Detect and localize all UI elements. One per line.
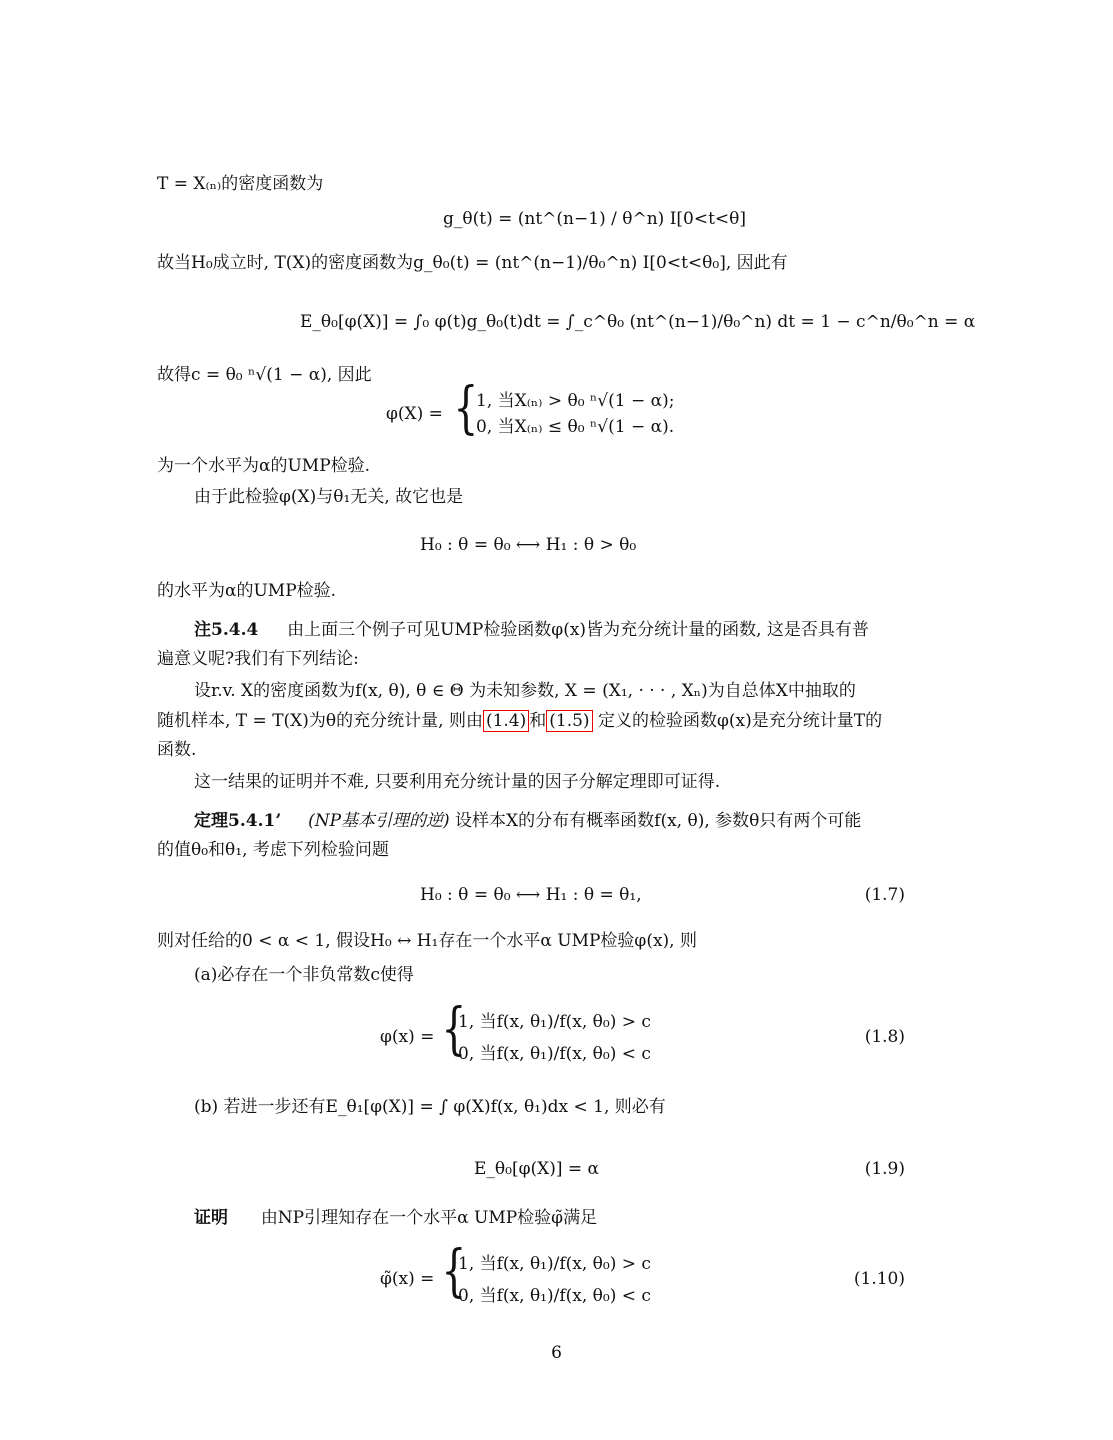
proof-paragraph — [194, 1206, 944, 1230]
equation-number: (1.10) — [853, 1269, 905, 1289]
text-line-density: T = X₍ₙ₎的密度函数为 — [157, 174, 324, 194]
case-2: 0, 当f(x, θ₁)/f(x, θ₀) < c — [458, 1286, 651, 1306]
text-line-h0: 故当H₀成立时, T(X)的密度函数为g_θ₀(t) = (nt^(n−1)/θ₀^n) I[0<t<θ₀], 因此有 — [157, 253, 788, 273]
equation-number: (1.9) — [864, 1159, 905, 1179]
note-paragraph — [194, 618, 944, 642]
reference-link-1-4[interactable]: (1.4) — [483, 710, 529, 732]
equation-np-ump — [380, 1239, 700, 1308]
paragraph-line-2 — [157, 709, 907, 733]
text-line-c: 故得c = θ₀ ⁿ√(1 − α), 因此 — [157, 365, 372, 385]
theorem-label: 定理5.4.1’ — [194, 811, 282, 831]
text-line-part-a: (a)必存在一个非负常数c使得 — [194, 965, 414, 985]
case-1: 1, 当X₍ₙ₎ > θ₀ ⁿ√(1 − α); — [476, 391, 675, 411]
left-brace: { — [441, 1239, 467, 1304]
equation-lhs: φ(X) = — [386, 404, 443, 424]
equation-test-function — [386, 376, 686, 441]
case-1: 1, 当f(x, θ₁)/f(x, θ₀) > c — [458, 1254, 651, 1274]
equation-hypothesis: H₀ : θ = θ₀ ⟷ H₁ : θ > θ₀ — [420, 535, 637, 555]
proof-label: 证明 — [194, 1208, 228, 1228]
equation-density: g_θ(t) = (nt^(n−1) / θ^n) I[0<t<θ] — [443, 209, 747, 229]
equation-lhs: φ(x) = — [380, 1027, 435, 1047]
note-continuation: 遍意义呢?我们有下列结论: — [157, 649, 359, 669]
equation-np-test — [380, 997, 700, 1066]
reference-link-1-5[interactable]: (1.5) — [546, 710, 592, 732]
text-line-level: 的水平为α的UMP检验. — [157, 581, 337, 601]
paragraph-proof-hint: 这一结果的证明并不难, 只要利用充分统计量的因子分解定理即可证得. — [194, 772, 721, 792]
equation-number: (1.8) — [864, 1027, 905, 1047]
case-2: 0, 当X₍ₙ₎ ≤ θ₀ ⁿ√(1 − α). — [476, 417, 675, 437]
theorem-continuation: 的值θ₀和θ₁, 考虑下列检验问题 — [157, 840, 389, 860]
case-1: 1, 当f(x, θ₁)/f(x, θ₀) > c — [458, 1012, 651, 1032]
equation-lhs: φ̃(x) = — [380, 1269, 435, 1289]
note-text: 由上面三个例子可见UMP检验函数φ(x)皆为充分统计量的函数, 这是否具有普 — [287, 620, 869, 640]
note-label: 注5.4.4 — [194, 620, 259, 640]
proof-text: 由NP引理知存在一个水平α UMP检验φ̃满足 — [260, 1208, 598, 1228]
equation-simple-hypothesis: H₀ : θ = θ₀ ⟷ H₁ : θ = θ₁, — [420, 885, 642, 905]
paragraph-text: 随机样本, T = T(X)为θ的充分统计量, 则由 — [157, 711, 483, 731]
case-2: 0, 当f(x, θ₁)/f(x, θ₀) < c — [458, 1044, 651, 1064]
paragraph-line-1: 设r.v. X的密度函数为f(x, θ), θ ∈ Θ 为未知参数, X = (X₁, · · · , Xₙ)为自总体X中抽取的 — [194, 681, 856, 701]
equation-expectation: E_θ₀[φ(X)] = ∫₀ φ(t)g_θ₀(t)dt = ∫_c^θ₀ (nt^(n−1)/θ₀^n) dt = 1 − c^n/θ₀^n = α — [300, 312, 976, 332]
theorem-paragraph — [194, 809, 944, 833]
text-line-alpha: 则对任给的0 < α < 1, 假设H₀ ↔ H₁存在一个水平α UMP检验φ(x), 则 — [157, 931, 697, 951]
equation-size: E_θ₀[φ(X)] = α — [474, 1159, 600, 1179]
paragraph-text: 定义的检验函数φ(x)是充分统计量T的 — [592, 711, 883, 731]
left-brace: { — [453, 376, 479, 441]
text-line-part-b: (b) 若进一步还有E_θ₁[φ(X)] = ∫ φ(X)f(x, θ₁)dx < 1, 则必有 — [194, 1097, 666, 1117]
theorem-text: 设样本X的分布有概率函数f(x, θ), 参数θ只有两个可能 — [449, 811, 862, 831]
equation-number: (1.7) — [864, 885, 905, 905]
left-brace: { — [441, 997, 467, 1062]
text-line-ump: 为一个水平为α的UMP检验. — [157, 456, 371, 476]
paragraph-text: 和 — [529, 711, 547, 731]
text-line-independence: 由于此检验φ(X)与θ₁无关, 故它也是 — [194, 487, 464, 507]
paragraph-line-3: 函数. — [157, 740, 197, 760]
page-number: 6 — [551, 1343, 562, 1363]
theorem-name: (NP基本引理的逆) — [308, 811, 450, 831]
